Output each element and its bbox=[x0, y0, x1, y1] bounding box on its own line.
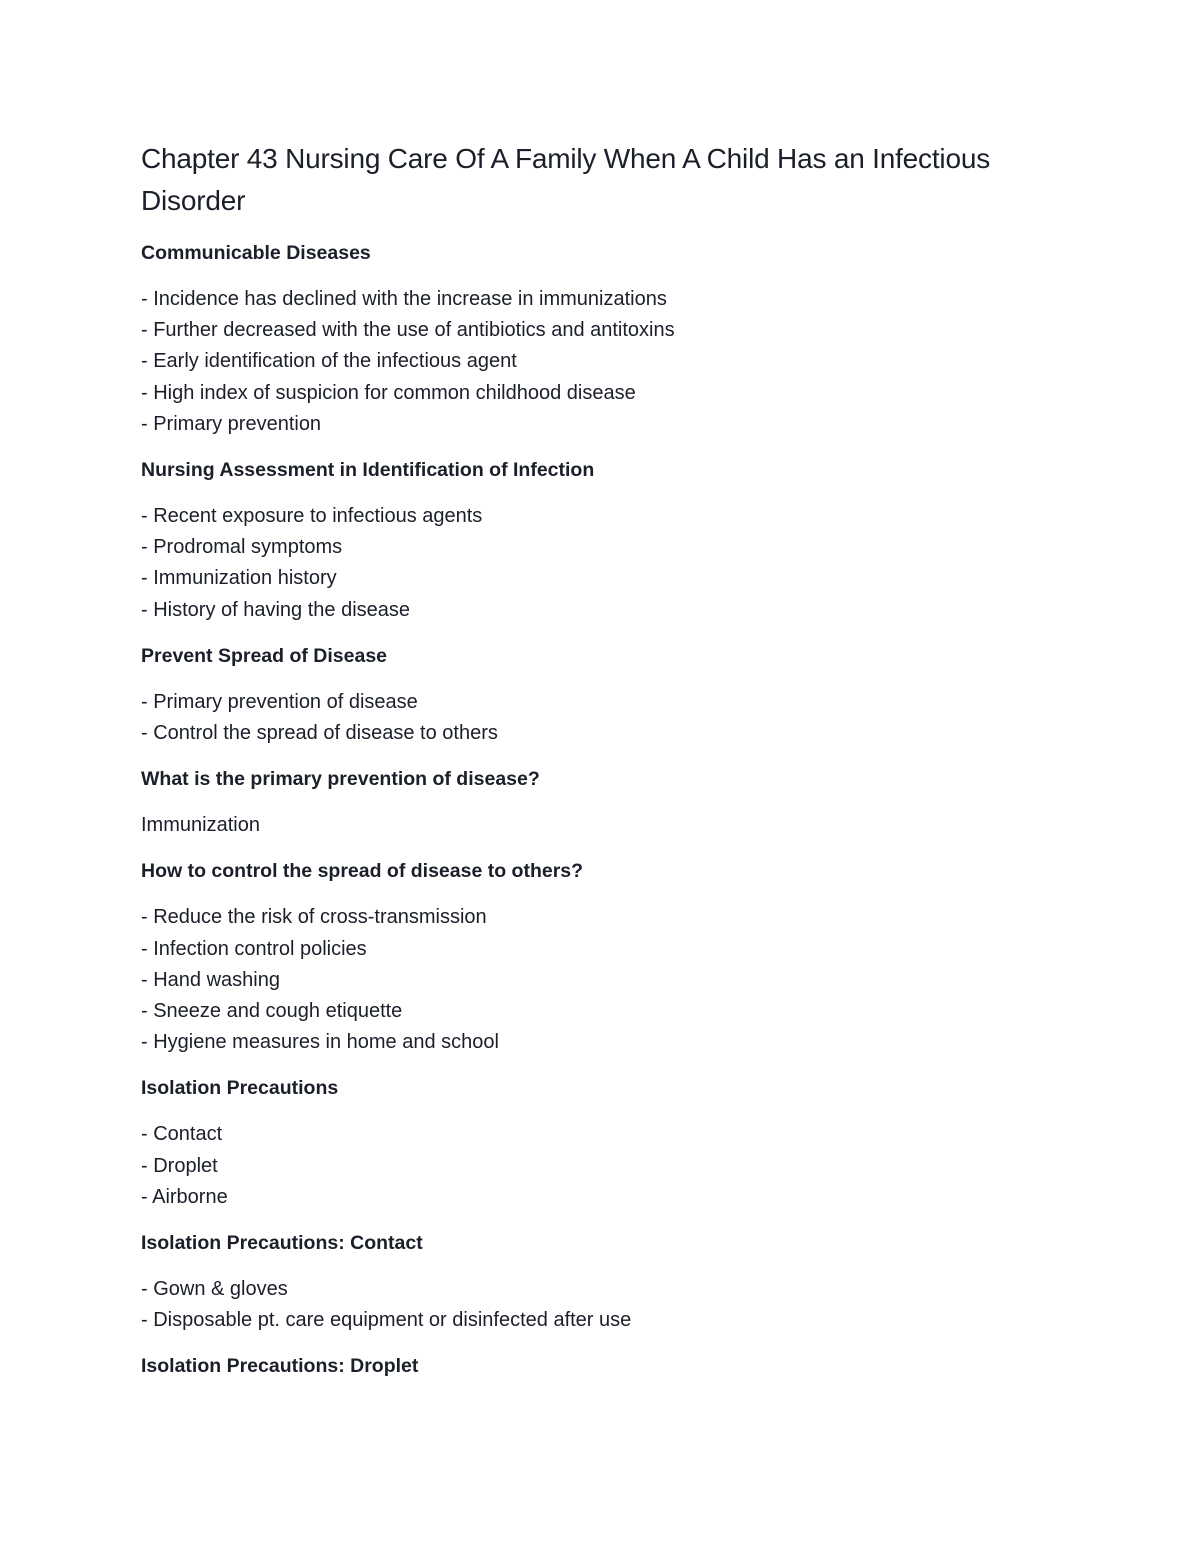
list-item: - Hygiene measures in home and school bbox=[141, 1031, 499, 1054]
section-body bbox=[141, 902, 1061, 1058]
list-item: - High index of suspicion for common childhood disease bbox=[141, 381, 636, 404]
section-heading: Nursing Assessment in Identification of Infection bbox=[141, 459, 595, 482]
list-item: - Gown & gloves bbox=[141, 1278, 288, 1301]
section-body bbox=[141, 501, 1061, 626]
section bbox=[141, 1228, 1061, 1336]
section bbox=[141, 238, 1061, 440]
list-item: - Droplet bbox=[141, 1154, 218, 1177]
list-item: - Primary prevention bbox=[141, 412, 322, 435]
section-heading: Communicable Diseases bbox=[141, 242, 371, 264]
section-body bbox=[141, 1274, 1061, 1336]
section-heading: What is the primary prevention of disease? bbox=[141, 768, 540, 791]
document-sections bbox=[141, 238, 1061, 1382]
list-item: - Control the spread of disease to others bbox=[141, 722, 498, 745]
section bbox=[141, 764, 1061, 841]
section-body bbox=[141, 284, 1061, 440]
section-heading: Isolation Precautions: Droplet bbox=[141, 1355, 419, 1378]
list-item: - Early identification of the infectious agent bbox=[141, 350, 517, 373]
list-item: - Primary prevention of disease bbox=[141, 690, 418, 713]
list-item: Immunization bbox=[141, 814, 260, 837]
list-item: - History of having the disease bbox=[141, 598, 411, 621]
section bbox=[141, 856, 1061, 1058]
section-body bbox=[141, 687, 1061, 749]
list-item: - Reduce the risk of cross-transmission bbox=[141, 906, 487, 929]
section-heading: Prevent Spread of Disease bbox=[141, 644, 388, 667]
list-item: - Prodromal symptoms bbox=[141, 536, 343, 559]
section-heading: Isolation Precautions: Contact bbox=[141, 1232, 423, 1255]
document-page bbox=[141, 138, 1061, 1397]
section-heading: How to control the spread of disease to others? bbox=[141, 860, 584, 883]
list-item: - Recent exposure to infectious agents bbox=[141, 505, 483, 528]
list-item: - Sneeze and cough etiquette bbox=[141, 1000, 403, 1023]
document-title: Chapter 43 Nursing Care Of A Family When A Child Has an Infectious Disorder bbox=[141, 143, 990, 216]
list-item: - Contact bbox=[141, 1123, 223, 1146]
section bbox=[141, 1351, 1061, 1382]
section bbox=[141, 641, 1061, 749]
list-item: - Disposable pt. care equipment or disinfected after use bbox=[141, 1309, 632, 1332]
section-body bbox=[141, 810, 1061, 841]
section-heading: Isolation Precautions bbox=[141, 1077, 339, 1100]
list-item: - Hand washing bbox=[141, 968, 280, 991]
list-item: - Immunization history bbox=[141, 567, 337, 590]
section bbox=[141, 455, 1061, 626]
list-item: - Airborne bbox=[141, 1185, 228, 1208]
list-item: - Infection control policies bbox=[141, 937, 367, 960]
section bbox=[141, 1073, 1061, 1213]
list-item: - Further decreased with the use of antibiotics and antitoxins bbox=[141, 319, 675, 342]
section-body bbox=[141, 1119, 1061, 1213]
list-item: - Incidence has declined with the increase in immunizations bbox=[141, 288, 667, 310]
